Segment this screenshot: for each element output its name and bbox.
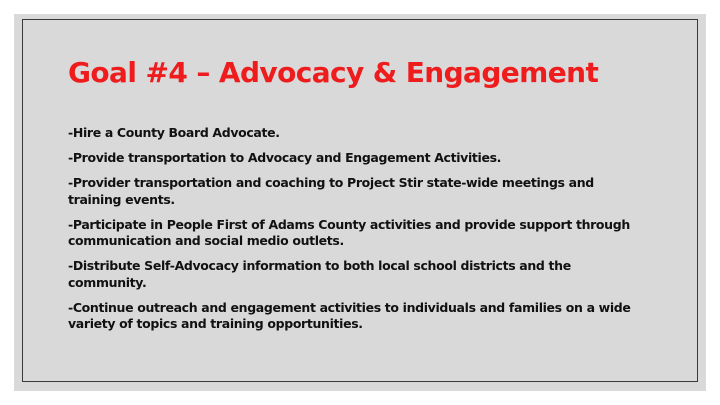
bullet-item: -Distribute Self-Advocacy information to both local school districts and the community. — [68, 258, 571, 290]
bullet-list — [68, 125, 648, 341]
slide-title: Goal #4 – Advocacy & Engagement — [68, 56, 599, 89]
bullet-item: -Provide transportation to Advocacy and Engagement Activities. — [68, 150, 502, 165]
bullet-item: -Continue outreach and engagement activities to individuals and families on a wide variety of topics and training opportunities. — [68, 299, 631, 331]
bullet-item: -Hire a County Board Advocate. — [68, 125, 280, 140]
bullet-item: -Participate in People First of Adams County activities and provide support through communication and social medio outlets. — [68, 216, 630, 248]
bullet-item: -Provider transportation and coaching to Project Stir state-wide meetings and training events. — [68, 175, 594, 207]
